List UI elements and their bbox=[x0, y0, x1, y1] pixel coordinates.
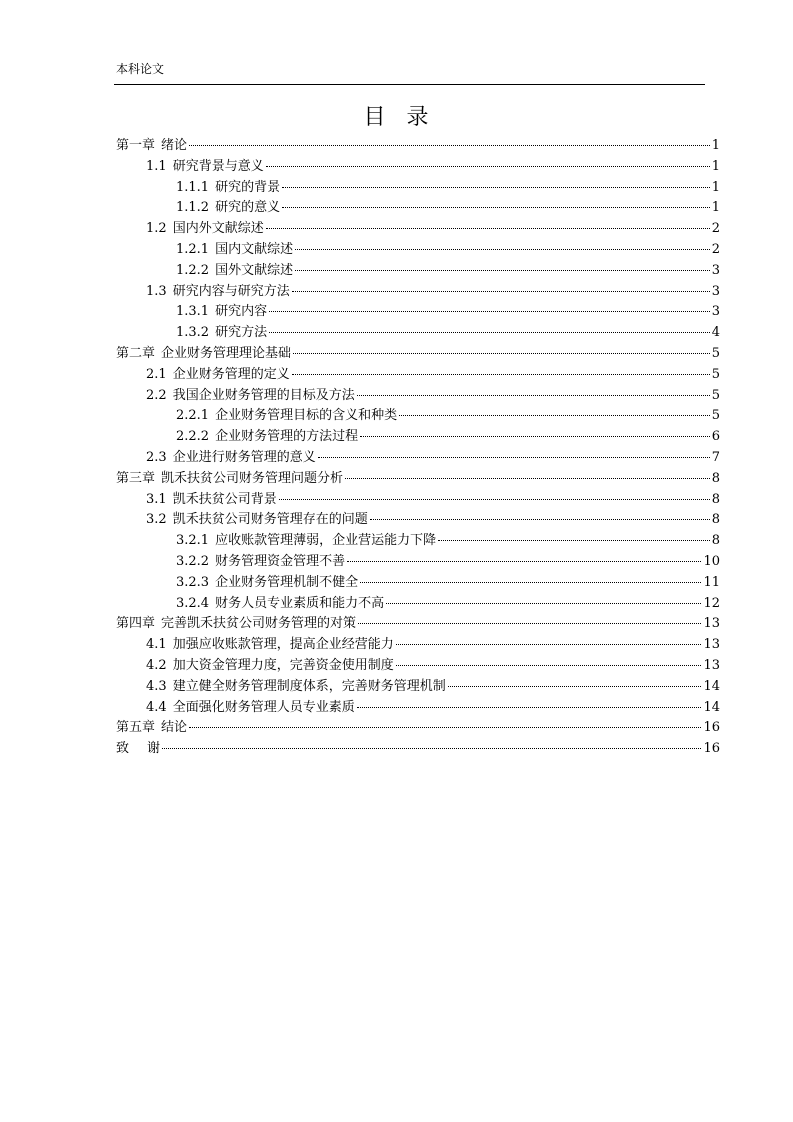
toc-title bbox=[0, 100, 793, 131]
toc-entry-page: 14 bbox=[703, 678, 720, 694]
toc-entry-title: 企业财务管理目标的含义和种类 bbox=[215, 408, 398, 424]
toc-entry-page: 11 bbox=[703, 574, 720, 590]
toc-entry[interactable] bbox=[116, 261, 720, 282]
toc-entry[interactable] bbox=[116, 635, 720, 656]
toc-entry-number: 第二章 bbox=[116, 345, 156, 361]
toc-dot-leader bbox=[345, 478, 710, 479]
toc-entry[interactable] bbox=[116, 510, 720, 531]
toc-dot-leader bbox=[189, 145, 710, 146]
toc-entry-page: 2 bbox=[711, 241, 720, 257]
toc-entry-title: 凯禾扶贫公司财务管理问题分析 bbox=[161, 470, 344, 486]
toc-entry-number: 第四章 bbox=[116, 616, 156, 632]
toc-entry[interactable] bbox=[116, 323, 720, 344]
toc-entry-page: 1 bbox=[711, 138, 720, 153]
toc-entry-number: 2.1 bbox=[146, 366, 167, 382]
toc-entry-page: 3 bbox=[711, 262, 720, 278]
toc-dot-leader bbox=[279, 499, 710, 500]
toc-entry-title: 应收账款管理薄弱，企业营运能力下降 bbox=[215, 533, 437, 549]
toc-entry-page: 1 bbox=[711, 179, 720, 195]
toc-entry-page: 13 bbox=[703, 616, 720, 632]
toc-dot-leader bbox=[162, 748, 701, 749]
toc-entry-page: 2 bbox=[711, 221, 720, 237]
toc-entry[interactable] bbox=[116, 739, 720, 760]
toc-entry[interactable] bbox=[116, 178, 720, 199]
toc-entry-page: 16 bbox=[703, 720, 720, 736]
toc-entry-page: 5 bbox=[711, 387, 720, 403]
toc-entry-title: 加大资金管理力度，完善资金使用制度 bbox=[172, 657, 394, 673]
toc-dot-leader bbox=[347, 561, 701, 562]
toc-entry-page: 1 bbox=[711, 200, 720, 216]
toc-dot-leader bbox=[386, 603, 701, 604]
toc-dot-leader bbox=[357, 395, 710, 396]
toc-title-left: 目 bbox=[363, 105, 387, 130]
toc-entry-title: 完善凯禾扶贫公司财务管理的对策 bbox=[161, 616, 357, 632]
toc-entry-title: 研究背景与意义 bbox=[172, 158, 264, 174]
toc-entry[interactable] bbox=[116, 406, 720, 427]
toc-entry-title: 研究的背景 bbox=[215, 179, 281, 195]
toc-dot-leader bbox=[448, 686, 702, 687]
toc-entry-number: 1.3 bbox=[146, 283, 167, 299]
toc-entry-title: 谢 bbox=[147, 741, 161, 757]
toc-dot-leader bbox=[360, 582, 701, 583]
toc-entry-number: 3.2.3 bbox=[176, 574, 210, 590]
toc-entry-number: 第一章 bbox=[116, 138, 156, 153]
toc-dot-leader bbox=[269, 311, 710, 312]
toc-entry-title: 国外文献综述 bbox=[215, 262, 294, 278]
toc-entry-number: 1.1.2 bbox=[176, 200, 210, 216]
toc-entry-number: 1.2.1 bbox=[176, 241, 210, 257]
toc-entry-title: 结论 bbox=[161, 720, 188, 736]
toc-entry-page: 5 bbox=[711, 408, 720, 424]
toc-entry-number: 4.3 bbox=[146, 678, 167, 694]
toc-entry-page: 3 bbox=[711, 283, 720, 299]
toc-entry-page: 12 bbox=[703, 595, 720, 611]
toc-entry-number: 1.2 bbox=[146, 221, 167, 237]
toc-entry-number: 致 bbox=[116, 741, 130, 757]
toc-title-right: 录 bbox=[406, 105, 430, 130]
toc-entry-title: 绪论 bbox=[161, 138, 188, 153]
toc-entry[interactable] bbox=[116, 219, 720, 240]
toc-entry-number: 第三章 bbox=[116, 470, 156, 486]
toc-entry[interactable] bbox=[116, 302, 720, 323]
toc-dot-leader bbox=[370, 519, 710, 520]
toc-entry[interactable] bbox=[116, 677, 720, 698]
toc-entry[interactable] bbox=[116, 656, 720, 677]
toc-dot-leader bbox=[282, 207, 710, 208]
toc-entry[interactable] bbox=[116, 365, 720, 386]
toc-entry-page: 7 bbox=[711, 449, 720, 465]
toc-entry-title: 研究的意义 bbox=[215, 200, 281, 216]
toc-dot-leader bbox=[282, 187, 710, 188]
toc-dot-leader bbox=[438, 540, 710, 541]
toc-entry-number: 1.3.1 bbox=[176, 304, 210, 320]
toc-entry-page: 5 bbox=[711, 366, 720, 382]
toc-entry-number: 2.3 bbox=[146, 449, 167, 465]
toc-entry-page: 4 bbox=[711, 325, 720, 341]
toc-dot-leader bbox=[266, 228, 710, 229]
toc-entry-number: 1.2.2 bbox=[176, 262, 210, 278]
toc-entry-page: 8 bbox=[711, 533, 720, 549]
toc-entry-title: 企业财务管理理论基础 bbox=[161, 345, 292, 361]
toc-entry-page: 13 bbox=[703, 657, 720, 673]
toc-entry-page: 8 bbox=[711, 491, 720, 507]
toc-entry[interactable] bbox=[116, 531, 720, 552]
toc-dot-leader bbox=[292, 374, 710, 375]
toc-entry-number: 第五章 bbox=[116, 720, 156, 736]
toc-entry-page: 8 bbox=[711, 512, 720, 528]
toc-dot-leader bbox=[295, 270, 710, 271]
toc-entry-title: 研究内容与研究方法 bbox=[172, 283, 290, 299]
toc-dot-leader bbox=[358, 623, 701, 624]
toc-dot-leader bbox=[360, 436, 710, 437]
toc-entry-number: 4.1 bbox=[146, 637, 167, 653]
toc-entry[interactable] bbox=[116, 157, 720, 178]
toc-entry-number: 4.2 bbox=[146, 657, 167, 673]
toc-entry[interactable] bbox=[116, 469, 720, 490]
toc-entry[interactable] bbox=[116, 344, 720, 365]
toc-entry-title: 国内外文献综述 bbox=[172, 221, 264, 237]
toc-entry-title: 加强应收账款管理，提高企业经营能力 bbox=[172, 637, 394, 653]
toc-entry-title: 凯禾扶贫公司财务管理存在的问题 bbox=[172, 512, 368, 528]
toc-entry-number: 3.2.4 bbox=[176, 595, 210, 611]
toc-entry[interactable] bbox=[116, 552, 720, 573]
running-header: 本科论文 bbox=[116, 62, 165, 76]
toc-dot-leader bbox=[396, 665, 702, 666]
toc-entry-number: 1.1.1 bbox=[176, 179, 210, 195]
toc-entry-title: 研究方法 bbox=[215, 325, 268, 341]
toc-entry-title: 建立健全财务管理制度体系，完善财务管理机制 bbox=[172, 678, 446, 694]
toc-entry-number: 2.2.1 bbox=[176, 408, 210, 424]
toc-dot-leader bbox=[318, 457, 710, 458]
toc-entry[interactable] bbox=[116, 198, 720, 219]
toc-entry-page: 6 bbox=[711, 429, 720, 445]
toc-entry[interactable] bbox=[116, 427, 720, 448]
toc-entry[interactable] bbox=[116, 240, 720, 261]
toc-entry[interactable] bbox=[116, 718, 720, 739]
toc-dot-leader bbox=[266, 166, 710, 167]
toc-entry-title: 企业财务管理的定义 bbox=[172, 366, 290, 382]
toc-entry[interactable] bbox=[116, 573, 720, 594]
toc-dot-leader bbox=[295, 249, 710, 250]
toc-entry-number: 3.2.2 bbox=[176, 553, 210, 569]
toc-entry-title: 我国企业财务管理的目标及方法 bbox=[172, 387, 355, 403]
toc-entry-title: 企业财务管理的方法过程 bbox=[215, 429, 359, 445]
toc-dot-leader bbox=[396, 644, 702, 645]
toc-entry-number: 2.2.2 bbox=[176, 429, 210, 445]
toc-entry-number: 2.2 bbox=[146, 387, 167, 403]
toc-entry-page: 10 bbox=[703, 553, 720, 569]
header-rule bbox=[114, 84, 705, 85]
toc-entry-title: 凯禾扶贫公司背景 bbox=[172, 491, 277, 507]
toc-entry[interactable] bbox=[116, 698, 720, 719]
toc-entry-page: 14 bbox=[703, 699, 720, 715]
toc-entry-title: 企业财务管理机制不健全 bbox=[215, 574, 359, 590]
toc-dot-leader bbox=[399, 415, 710, 416]
toc-entry[interactable] bbox=[116, 614, 720, 635]
toc-entry[interactable] bbox=[116, 448, 720, 469]
toc-dot-leader bbox=[357, 707, 702, 708]
toc-entry-number: 1.3.2 bbox=[176, 325, 210, 341]
toc-entry-title: 财务人员专业素质和能力不高 bbox=[215, 595, 385, 611]
toc-entry[interactable] bbox=[116, 594, 720, 615]
toc-dot-leader bbox=[189, 727, 701, 728]
toc-entry-number: 3.1 bbox=[146, 491, 167, 507]
toc-entry-number: 4.4 bbox=[146, 699, 167, 715]
toc-entry[interactable] bbox=[116, 386, 720, 407]
toc-entry-title: 全面强化财务管理人员专业素质 bbox=[172, 699, 355, 715]
toc-entry-page: 5 bbox=[711, 345, 720, 361]
toc-entry-number: 1.1 bbox=[146, 158, 167, 174]
toc-entry-page: 3 bbox=[711, 304, 720, 320]
toc-entry-page: 1 bbox=[711, 158, 720, 174]
toc-entry-title: 企业进行财务管理的意义 bbox=[172, 449, 316, 465]
toc-entry-title: 国内文献综述 bbox=[215, 241, 294, 257]
toc-entry-page: 8 bbox=[711, 470, 720, 486]
toc-entry-number: 3.2.1 bbox=[176, 533, 210, 549]
toc-entry-number: 3.2 bbox=[146, 512, 167, 528]
toc-entry-title: 财务管理资金管理不善 bbox=[215, 553, 346, 569]
toc-entry[interactable] bbox=[116, 136, 720, 157]
table-of-contents bbox=[116, 136, 720, 760]
toc-dot-leader bbox=[293, 353, 710, 354]
toc-dot-leader bbox=[292, 291, 710, 292]
toc-entry[interactable] bbox=[116, 490, 720, 511]
toc-entry[interactable] bbox=[116, 282, 720, 303]
toc-entry-title: 研究内容 bbox=[215, 304, 268, 320]
toc-dot-leader bbox=[269, 332, 710, 333]
toc-entry-page: 16 bbox=[703, 741, 720, 757]
toc-entry-page: 13 bbox=[703, 637, 720, 653]
